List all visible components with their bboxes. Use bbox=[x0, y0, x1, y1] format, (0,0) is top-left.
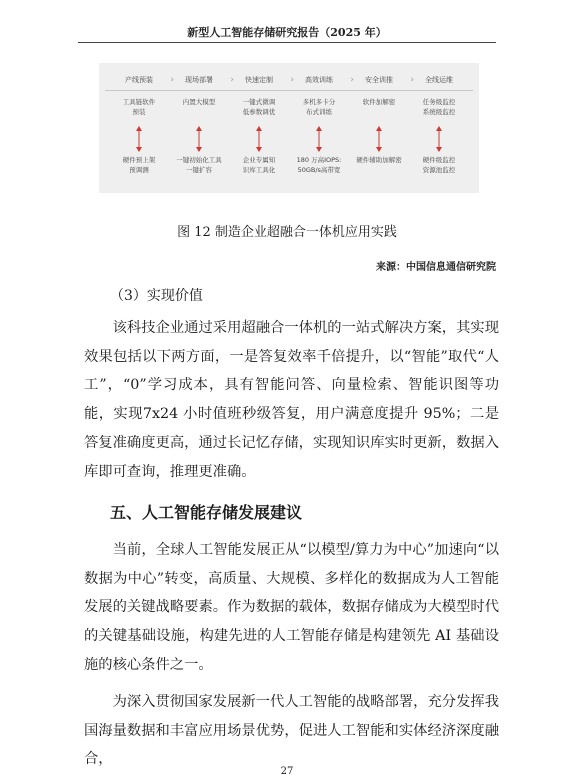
capability-text: 180 万高IOPS: 50GB/s高带宽 bbox=[296, 156, 342, 174]
feature-text: 软件加解密 bbox=[362, 98, 396, 106]
double-arrow-icon bbox=[435, 125, 443, 153]
capability-text: 硬件预上架 预调测 bbox=[122, 156, 156, 174]
figure-column bbox=[349, 95, 409, 190]
stage-divider bbox=[105, 90, 473, 91]
double-arrow-icon bbox=[255, 125, 263, 153]
double-arrow-icon bbox=[375, 125, 383, 153]
feature-text: 工具链软件 预装 bbox=[122, 98, 156, 116]
figure-column bbox=[409, 95, 469, 190]
feature-text: 一键式微调 低参数调优 bbox=[242, 98, 276, 116]
capability-text: 硬件辅助加解密 bbox=[356, 156, 402, 164]
body-paragraph: 为深入贯彻国家发展新一代人工智能的战略部署，充分发挥我国海量数据和丰富应用场景优势，促进人工智能和实体经济深度融合， bbox=[84, 694, 499, 768]
chevron-right-icon: › bbox=[290, 75, 294, 85]
header-rule bbox=[78, 42, 496, 43]
feature-text: 内置大模型 bbox=[182, 98, 216, 106]
stage-label: 产线预装 › bbox=[125, 75, 174, 85]
figure-column bbox=[169, 95, 229, 190]
stage-label: 全线运维 bbox=[425, 76, 453, 84]
figure-diagram bbox=[99, 63, 479, 193]
figure-source: 来源：中国信息通信研究院 bbox=[376, 262, 496, 273]
chevron-right-icon: › bbox=[350, 75, 354, 85]
double-arrow-icon bbox=[195, 125, 203, 153]
body-paragraph: 当前，全球人工智能发展正从“以模型/算力为中心”加速向“以数据为中心”转变，高质量、大规模、多样化的数据成为人工智能发展的关键战略要素。作为数据的载体，数据存储成为大模型时代的关键基础设施，构建先进的人工智能存储是构建领先 AI 基础设施的核心条件之一。 bbox=[84, 542, 499, 673]
double-arrow-icon bbox=[135, 125, 143, 153]
figure-caption: 图 12 制造企业超融合一体机应用实践 bbox=[177, 225, 397, 240]
capability-text: 一键初始化工具 一键扩容 bbox=[176, 156, 222, 174]
capability-text: 企业专属知 识库工具化 bbox=[242, 156, 276, 174]
figure-column bbox=[229, 95, 289, 190]
feature-text: 任务级监控 系统级监控 bbox=[422, 98, 456, 116]
subheading: （3）实现价值 bbox=[110, 288, 203, 304]
running-header: 新型人工智能存储研究报告（2025 年） bbox=[187, 26, 387, 39]
stage-label: 快速定制 › bbox=[245, 75, 294, 85]
figure-column bbox=[289, 95, 349, 190]
figure-column bbox=[109, 95, 169, 190]
body-paragraph: 该科技企业通过采用超融合一体机的一站式解决方案，其实现效果包括以下两方面，一是答复效率千倍提升，以“智能”取代“人工”，“0”学习成本，具有智能问答、向量检索、智能识图等功能，实现7x24 小时值班秒级答复，用户满意度提升 95%；二是答复准确度更高，通过长记忆存储，实现知识库实时更新，数据入库即可查询，推理更准确。 bbox=[84, 320, 499, 480]
section-title: 五、人工智能存储发展建议 bbox=[110, 503, 303, 522]
chevron-right-icon: › bbox=[170, 75, 174, 85]
chevron-right-icon: › bbox=[410, 75, 414, 85]
capability-text: 硬件级监控 资源池监控 bbox=[422, 156, 456, 174]
stage-row bbox=[99, 71, 479, 89]
page-number: 27 bbox=[280, 766, 294, 777]
stage-label: 现场部署 › bbox=[185, 75, 234, 85]
stage-label: 高效训练 › bbox=[305, 75, 354, 85]
stage-label: 安全训推 › bbox=[365, 75, 414, 85]
double-arrow-icon bbox=[315, 125, 323, 153]
chevron-right-icon: › bbox=[230, 75, 234, 85]
feature-text: 多机多卡分 布式训练 bbox=[302, 98, 336, 116]
